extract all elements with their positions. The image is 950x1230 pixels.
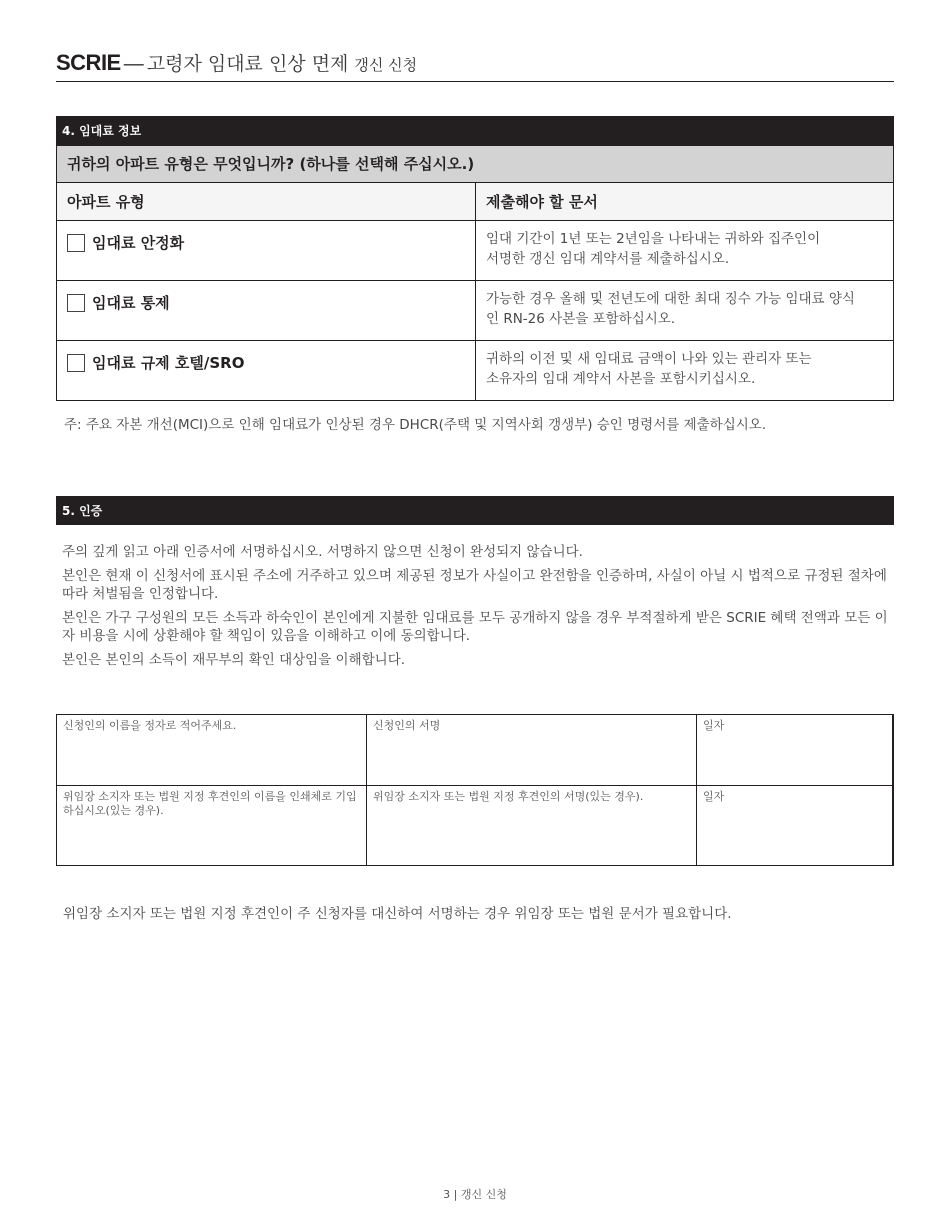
section-5-header [56, 496, 894, 525]
column-header-apartment-type: 아파트 유형 [57, 183, 476, 221]
page-subtitle: 갱신 신청 [354, 56, 418, 74]
brand-name: SCRIE [56, 50, 121, 75]
option-label: 임대료 통제 [92, 294, 170, 312]
field-label: 일자 [703, 719, 725, 732]
certification-statement: 본인은 가구 구성원의 모든 소득과 하숙인이 본인에게 지불한 임대료를 모두 공개하지 않을 경우 부적절하게 받은 SCRIE 혜택 전액과 모든 이자 비용을 시에 상환해야 할 책임이 있음을 이해하고 이에 동의합니다. [62, 610, 888, 644]
table-row [57, 281, 894, 341]
field-label: 위임장 소지자 또는 법원 지정 후견인의 이름을 인쇄체로 기입하십시오(있는 경우). [63, 790, 357, 817]
applicant-name-field[interactable] [57, 715, 367, 786]
doc-text-line: 소유자의 임대 계약서 사본을 포함시키십시오. [486, 371, 756, 387]
poa-signature-row [57, 786, 894, 866]
doc-text-line: 가능한 경우 올해 및 전년도에 대한 최대 징수 가능 임대료 양식 [486, 291, 855, 307]
checkbox-rent-regulated-hotel-sro[interactable] [67, 354, 85, 372]
field-label: 신청인의 서명 [373, 719, 441, 732]
option-label: 임대료 안정화 [92, 234, 185, 252]
doc-text-line: 임대 기간이 1년 또는 2년임을 나타내는 귀하와 집주인이 [486, 231, 821, 247]
certification-text [62, 543, 896, 675]
column-header-required-documents: 제출해야 할 문서 [476, 183, 894, 221]
page-title: 고령자 임대료 인상 면제 [146, 53, 349, 75]
applicant-signature-field[interactable] [367, 715, 697, 786]
checkbox-rent-controlled[interactable] [67, 294, 85, 312]
doc-text-line: 인 RN-26 사본을 포함하십시오. [486, 311, 676, 327]
doc-text-line: 서명한 갱신 임대 계약서를 제출하십시오. [486, 251, 730, 267]
apartment-type-cell [57, 341, 476, 401]
table-row [57, 341, 894, 401]
mci-note: 주: 주요 자본 개선(MCI)으로 인해 임대료가 인상된 경우 DHCR(주택 및 지역사회 갱생부) 승인 명령서를 제출하십시오. [64, 417, 767, 433]
page-footer: 3 | 갱신 신청 [443, 1188, 507, 1201]
poa-name-field[interactable] [57, 786, 367, 866]
page-header [56, 48, 894, 82]
option-rent-regulated-hotel-sro[interactable] [67, 352, 465, 373]
required-documents-cell [476, 221, 894, 281]
option-rent-stabilized[interactable] [67, 232, 465, 253]
table-row [57, 221, 894, 281]
required-documents-cell [476, 281, 894, 341]
required-documents-cell [476, 341, 894, 401]
section-5-title: 5. 인증 [62, 504, 103, 518]
field-label: 위임장 소지자 또는 법원 지정 후견인의 서명(있는 경우). [373, 790, 644, 803]
signature-table [56, 714, 894, 866]
field-label: 신청인의 이름을 정자로 적어주세요. [63, 719, 237, 732]
applicant-date-field[interactable] [697, 715, 894, 786]
doc-text-line: 귀하의 이전 및 새 임대료 금액이 나와 있는 관리자 또는 [486, 351, 812, 367]
title-dash: — [123, 53, 144, 75]
apartment-type-question: 귀하의 아파트 유형은 무엇입니까? (하나를 선택해 주십시오.) [57, 146, 894, 183]
option-rent-controlled[interactable] [67, 292, 465, 313]
apartment-type-cell [57, 281, 476, 341]
poa-signature-field[interactable] [367, 786, 697, 866]
question-row [57, 146, 894, 183]
rent-info-table [56, 145, 894, 401]
apartment-type-cell [57, 221, 476, 281]
certification-instruction: 주의 깊게 읽고 아래 인증서에 서명하십시오. 서명하지 않으면 신청이 완성되지 않습니다. [62, 544, 583, 560]
section-4-header [56, 116, 894, 145]
certification-statement: 본인은 현재 이 신청서에 표시된 주소에 거주하고 있으며 제공된 정보가 사실이고 완전함을 인증하며, 사실이 아닐 시 법적으로 규정된 절차에 따라 처벌됨을 인정합니다. [62, 568, 887, 602]
field-label: 일자 [703, 790, 725, 803]
option-label: 임대료 규제 호텔/SRO [92, 354, 245, 372]
column-header-row [57, 183, 894, 221]
certification-statement: 본인은 본인의 소득이 재무부의 확인 대상임을 이해합니다. [62, 652, 406, 668]
section-4-title: 4. 임대료 정보 [62, 124, 142, 138]
applicant-signature-row [57, 715, 894, 786]
checkbox-rent-stabilized[interactable] [67, 234, 85, 252]
poa-date-field[interactable] [697, 786, 894, 866]
poa-note: 위임장 소지자 또는 법원 지정 후견인이 주 신청자를 대신하여 서명하는 경우 위임장 또는 법원 문서가 필요합니다. [63, 906, 732, 922]
